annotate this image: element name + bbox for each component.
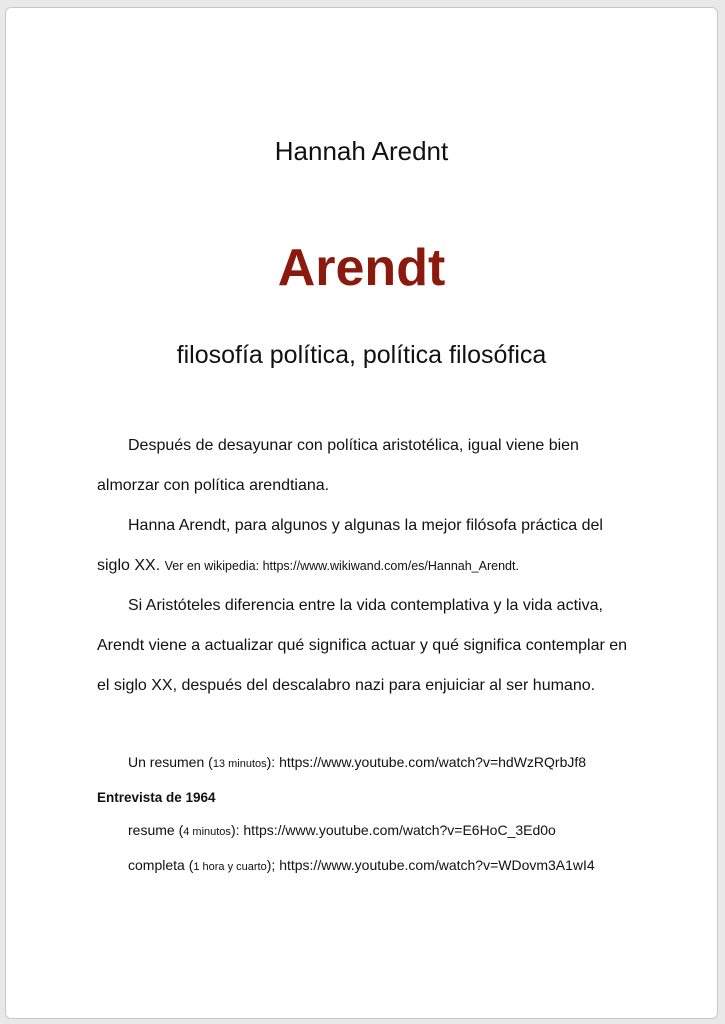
resume-link-line: [97, 814, 657, 849]
paragraph-arendt-main: Hanna Arendt, para algunos y algunas la mejor filósofa práctica del siglo XX.: [97, 517, 603, 574]
wikipedia-reference: Ver en wikipedia: https://www.wikiwand.com/es/Hannah_Arendt.: [164, 559, 519, 573]
video-links: [97, 746, 657, 884]
complete-link-line: [97, 849, 657, 884]
summary-link-line: [97, 746, 657, 781]
summary-duration: 13 minutos: [212, 758, 267, 770]
paragraph-breakfast: Después de desayunar con política aristotélica, igual viene bien almorzar con política arendtiana.: [97, 437, 579, 494]
complete-url: https://www.youtube.com/watch?v=WDovm3A1wI4: [279, 857, 595, 873]
complete-label: completa (: [128, 857, 194, 873]
author-name: Hannah Arednt: [274, 136, 449, 166]
summary-separator: ):: [266, 754, 280, 770]
document-page: [5, 7, 718, 1019]
page-subtitle: filosofía política, política filosófica: [176, 341, 547, 369]
resume-separator: ):: [230, 822, 244, 838]
resume-url: https://www.youtube.com/watch?v=E6HoC_3Ed0o: [243, 822, 556, 838]
page-title: Arendt: [277, 239, 446, 297]
summary-label: Un resumen (: [128, 754, 213, 770]
interview-heading: Entrevista de 1964: [97, 790, 216, 805]
summary-url: https://www.youtube.com/watch?v=hdWzRQrbJf8: [279, 754, 587, 770]
paragraph-aristotle: Si Aristóteles diferencia entre la vida contemplativa y la vida activa, Arendt viene a actualizar qué significa actuar y qué significa contemplar en el siglo XX, después del descalabro nazi para enjuiciar al ser humano.: [97, 597, 628, 694]
paragraph-arendt-intro: [97, 506, 637, 586]
complete-duration: 1 hora y cuarto: [193, 861, 267, 873]
complete-separator: );: [266, 857, 280, 873]
resume-duration: 4 minutos: [183, 826, 231, 838]
resume-label: resume (: [128, 822, 184, 838]
body-text: [97, 426, 637, 706]
